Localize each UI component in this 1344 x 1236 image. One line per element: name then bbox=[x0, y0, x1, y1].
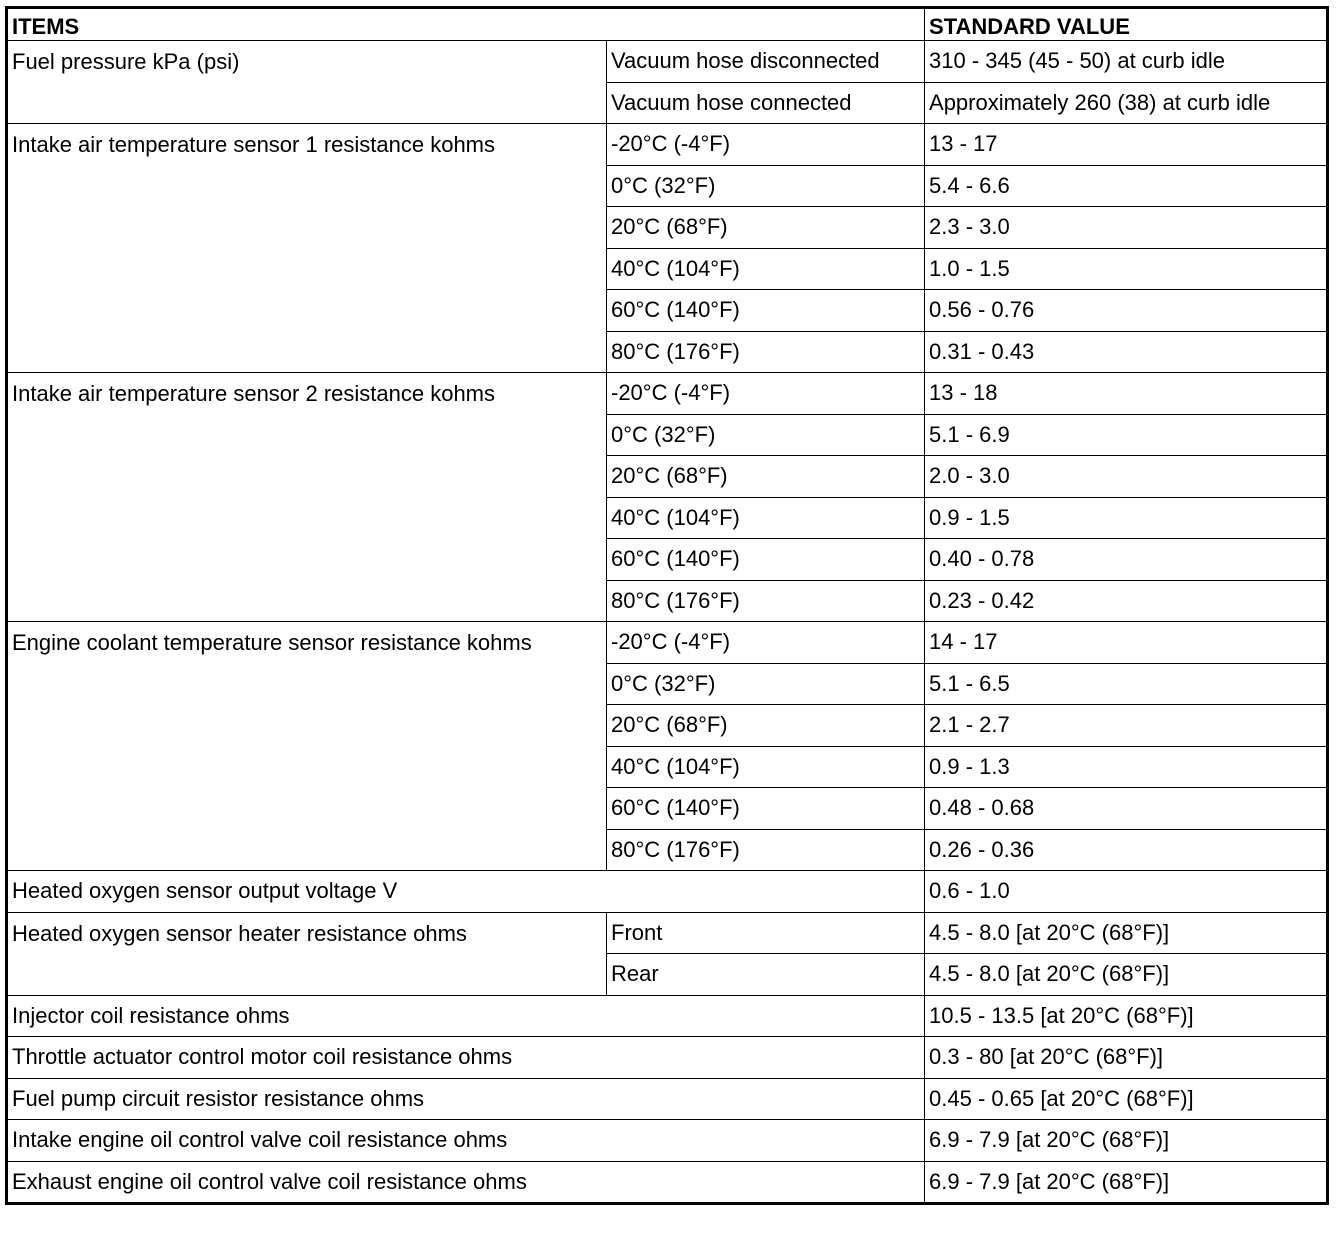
value-cell: 14 - 17 bbox=[925, 622, 1328, 664]
condition-cell: 60°C (140°F) bbox=[607, 788, 925, 830]
value-cell: 0.45 - 0.65 [at 20°C (68°F)] bbox=[925, 1078, 1328, 1120]
item-throttle-actuator: Throttle actuator control motor coil resistance ohms bbox=[7, 1037, 925, 1079]
value-cell: 13 - 18 bbox=[925, 373, 1328, 415]
table-row bbox=[7, 1161, 1328, 1204]
header-row bbox=[7, 8, 1328, 41]
item-iat-sensor-1: Intake air temperature sensor 1 resistance kohms bbox=[7, 124, 607, 373]
item-intake-ocv: Intake engine oil control valve coil resistance ohms bbox=[7, 1120, 925, 1162]
spec-table bbox=[5, 6, 1329, 1205]
item-exhaust-ocv: Exhaust engine oil control valve coil resistance ohms bbox=[7, 1161, 925, 1204]
value-cell: 10.5 - 13.5 [at 20°C (68°F)] bbox=[925, 995, 1328, 1037]
value-cell: 0.9 - 1.5 bbox=[925, 497, 1328, 539]
item-ho2s-voltage: Heated oxygen sensor output voltage V bbox=[7, 871, 925, 913]
value-cell: 0.6 - 1.0 bbox=[925, 871, 1328, 913]
value-cell: 1.0 - 1.5 bbox=[925, 248, 1328, 290]
value-cell: 5.4 - 6.6 bbox=[925, 165, 1328, 207]
condition-cell: Vacuum hose disconnected bbox=[607, 41, 925, 83]
table-row bbox=[7, 622, 1328, 664]
header-items: ITEMS bbox=[7, 8, 925, 41]
condition-cell: -20°C (-4°F) bbox=[607, 622, 925, 664]
item-injector-coil: Injector coil resistance ohms bbox=[7, 995, 925, 1037]
condition-cell: -20°C (-4°F) bbox=[607, 124, 925, 166]
value-cell: 2.0 - 3.0 bbox=[925, 456, 1328, 498]
value-cell: 310 - 345 (45 - 50) at curb idle bbox=[925, 41, 1328, 83]
condition-cell: 40°C (104°F) bbox=[607, 248, 925, 290]
table-row bbox=[7, 1078, 1328, 1120]
condition-cell: 20°C (68°F) bbox=[607, 207, 925, 249]
value-cell: 13 - 17 bbox=[925, 124, 1328, 166]
table-row bbox=[7, 995, 1328, 1037]
value-cell: 0.48 - 0.68 bbox=[925, 788, 1328, 830]
condition-cell: Vacuum hose connected bbox=[607, 82, 925, 124]
condition-cell: 60°C (140°F) bbox=[607, 290, 925, 332]
condition-cell: 0°C (32°F) bbox=[607, 165, 925, 207]
table-row bbox=[7, 373, 1328, 415]
condition-cell: 0°C (32°F) bbox=[607, 414, 925, 456]
value-cell: 0.26 - 0.36 bbox=[925, 829, 1328, 871]
table-row bbox=[7, 1037, 1328, 1079]
value-cell: 0.56 - 0.76 bbox=[925, 290, 1328, 332]
condition-cell: 40°C (104°F) bbox=[607, 746, 925, 788]
value-cell: 0.3 - 80 [at 20°C (68°F)] bbox=[925, 1037, 1328, 1079]
value-cell: 0.31 - 0.43 bbox=[925, 331, 1328, 373]
table-row bbox=[7, 871, 1328, 913]
item-iat-sensor-2: Intake air temperature sensor 2 resistance kohms bbox=[7, 373, 607, 622]
condition-cell: 80°C (176°F) bbox=[607, 580, 925, 622]
value-cell: 0.23 - 0.42 bbox=[925, 580, 1328, 622]
table-row bbox=[7, 124, 1328, 166]
table-row bbox=[7, 41, 1328, 83]
condition-cell: Rear bbox=[607, 954, 925, 996]
value-cell: 2.3 - 3.0 bbox=[925, 207, 1328, 249]
header-standard-value: STANDARD VALUE bbox=[925, 8, 1328, 41]
condition-cell: -20°C (-4°F) bbox=[607, 373, 925, 415]
value-cell: 5.1 - 6.5 bbox=[925, 663, 1328, 705]
condition-cell: 80°C (176°F) bbox=[607, 331, 925, 373]
table-row bbox=[7, 912, 1328, 954]
item-fuel-pump-resistor: Fuel pump circuit resistor resistance ohms bbox=[7, 1078, 925, 1120]
value-cell: Approximately 260 (38) at curb idle bbox=[925, 82, 1328, 124]
value-cell: 5.1 - 6.9 bbox=[925, 414, 1328, 456]
value-cell: 0.40 - 0.78 bbox=[925, 539, 1328, 581]
value-cell: 4.5 - 8.0 [at 20°C (68°F)] bbox=[925, 954, 1328, 996]
condition-cell: 40°C (104°F) bbox=[607, 497, 925, 539]
value-cell: 4.5 - 8.0 [at 20°C (68°F)] bbox=[925, 912, 1328, 954]
value-cell: 2.1 - 2.7 bbox=[925, 705, 1328, 747]
item-fuel-pressure: Fuel pressure kPa (psi) bbox=[7, 41, 607, 124]
table-row bbox=[7, 1120, 1328, 1162]
value-cell: 0.9 - 1.3 bbox=[925, 746, 1328, 788]
condition-cell: Front bbox=[607, 912, 925, 954]
value-cell: 6.9 - 7.9 [at 20°C (68°F)] bbox=[925, 1161, 1328, 1204]
value-cell: 6.9 - 7.9 [at 20°C (68°F)] bbox=[925, 1120, 1328, 1162]
item-ho2s-heater: Heated oxygen sensor heater resistance ohms bbox=[7, 912, 607, 995]
condition-cell: 80°C (176°F) bbox=[607, 829, 925, 871]
condition-cell: 60°C (140°F) bbox=[607, 539, 925, 581]
condition-cell: 0°C (32°F) bbox=[607, 663, 925, 705]
condition-cell: 20°C (68°F) bbox=[607, 705, 925, 747]
condition-cell: 20°C (68°F) bbox=[607, 456, 925, 498]
item-ect-sensor: Engine coolant temperature sensor resistance kohms bbox=[7, 622, 607, 871]
